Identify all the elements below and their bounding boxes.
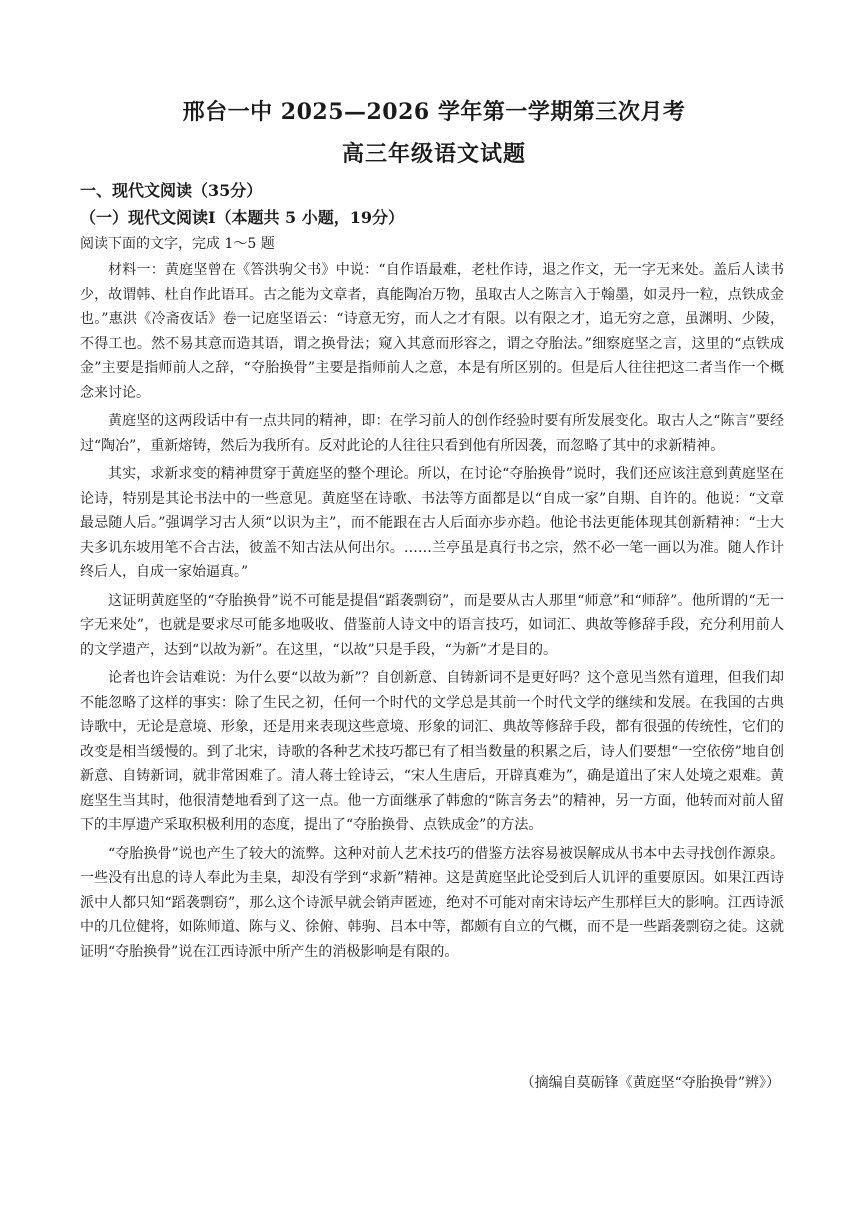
passage-paragraph: 论者也许会诘难说：为什么要“以故为新”？自创新意、自铸新词不是更好吗？这个意见当然有道理，但我们却不能忽略了这样的事实：除了生民之初，任何一个时代的文学总是其前一个时代文学的继续和发展。在我国的古典诗歌中，无论是意境、形象，还是用来表现这些意境、形象的词汇、典故等修辞手段，都有很强的传统性，它们的改变是相当缓慢的。到了北宋，诗歌的各种艺术技巧都已有了相当数量的积累之后，诗人们要想“一空依傍”地自创新意、自铸新词，就非常困难了。清人蒋士铨诗云，“宋人生唐后，开辟真难为”，确是道出了宋人处境之艰难。黄庭坚生当其时，他很清楚地看到了这一点。他一方面继承了韩愈的“陈言务去”的精神，另一方面，他转而对前人留下的丰厚遗产采取积极利用的态度，提出了“夺胎换骨、点铁成金”的方法。 — [80, 670, 784, 833]
passage-paragraph: 材料一：黄庭坚曾在《答洪驹父书》中说：“自作语最难，老杜作诗，退之作文，无一字无来处。盖后人读书少，故谓韩、杜自作此语耳。古之能为文章者，真能陶冶万物，虽取古人之陈言入于翰墨，如灵丹一粒，点铁成金也。”惠洪《冷斋夜话》卷一记庭坚语云：“诗意无穷，而人之才有限。以有限之才，追无穷之意，虽渊明、少陵，不得工也。然不易其意而造其语，谓之换骨法；窥入其意而形容之，谓之夺胎法。”细察庭坚之言，这里的“点铁成金”主要是指师前人之辞，“夺胎换骨”主要是指师前人之意，本是有所区别的。但是后人往往把这二者当作一个概念来讨论。 — [80, 262, 784, 401]
passage-paragraph: 黄庭坚的这两段话中有一点共同的精神，即：在学习前人的创作经验时要有所发展变化。取古人之“陈言”要经过“陶冶”，重新熔铸，然后为我所有。反对此论的人往往只看到他有所因袭，而忽略了其中的求新精神。 — [80, 413, 784, 454]
section-heading-reading1: （一）现代文阅读Ⅰ（本题共 5 小题，19分） — [80, 208, 405, 227]
passage-body — [80, 258, 784, 968]
exam-subtitle: 高三年级语文试题 — [341, 141, 526, 167]
exam-title: 邢台一中 2025—2026 学年第一学期第三次月考 — [182, 99, 686, 125]
passage-paragraph: 这证明黄庭坚的“夺胎换骨”说不可能是提倡“蹈袭剽窃”，而是要从古人那里“师意”和“师辞”。他所谓的“无一字无来处”，也就是要求尽可能多地吸收、借鉴前人诗文中的语言技巧，如词汇、典故等修辞手段，充分利用前人的文学遗产，达到“以故为新”。在这里，“以故”只是手段，“为新”才是目的。 — [80, 592, 784, 658]
passage-paragraph: 其实，求新求变的精神贯穿于黄庭坚的整个理论。所以，在讨论“夺胎换骨”说时，我们还应该注意到黄庭坚在论诗，特别是其论书法中的一些意见。黄庭坚在诗歌、书法等方面都是以“自成一家”自期、自许的。他说：“文章最忌随人后。”强调学习古人须“以识为主”，而不能跟在古人后面亦步亦趋。他论书法更能体现其创新精神：“士大夫多讥东坡用笔不合古法，彼盖不知古法从何出尔。……兰亭虽是真行书之宗，然不必一笔一画以为准。随人作计终后人，自成一家始逼真。” — [80, 466, 784, 580]
passage-source: （摘编自莫砺锋《黄庭坚“夺胎换骨”辨》） — [520, 1075, 780, 1091]
section-heading-part1: 一、现代文阅读（35分） — [80, 181, 263, 200]
passage-paragraph: “夺胎换骨”说也产生了较大的流弊。这种对前人艺术技巧的借鉴方法容易被误解成从书本中去寻找创作源泉。一些没有出息的诗人奉此为圭臬，却没有学到“求新”精神。这是黄庭坚此论受到后人讥评的重要原因。如果江西诗派中人都只知“蹈袭剽窃”，那么这个诗派早就会销声匿迹，绝对不可能对南宋诗坛产生那样巨大的影响。江西诗派中的几位健将，如陈师道、陈与义、徐俯、韩驹、吕本中等，都颇有自立的气概，而不是一些蹈袭剽窃之徒。这就证明“夺胎换骨”说在江西诗派中所产生的消极影响是有限的。 — [80, 845, 784, 960]
reading-instruction: 阅读下面的文字，完成 1～5 题 — [80, 236, 275, 252]
